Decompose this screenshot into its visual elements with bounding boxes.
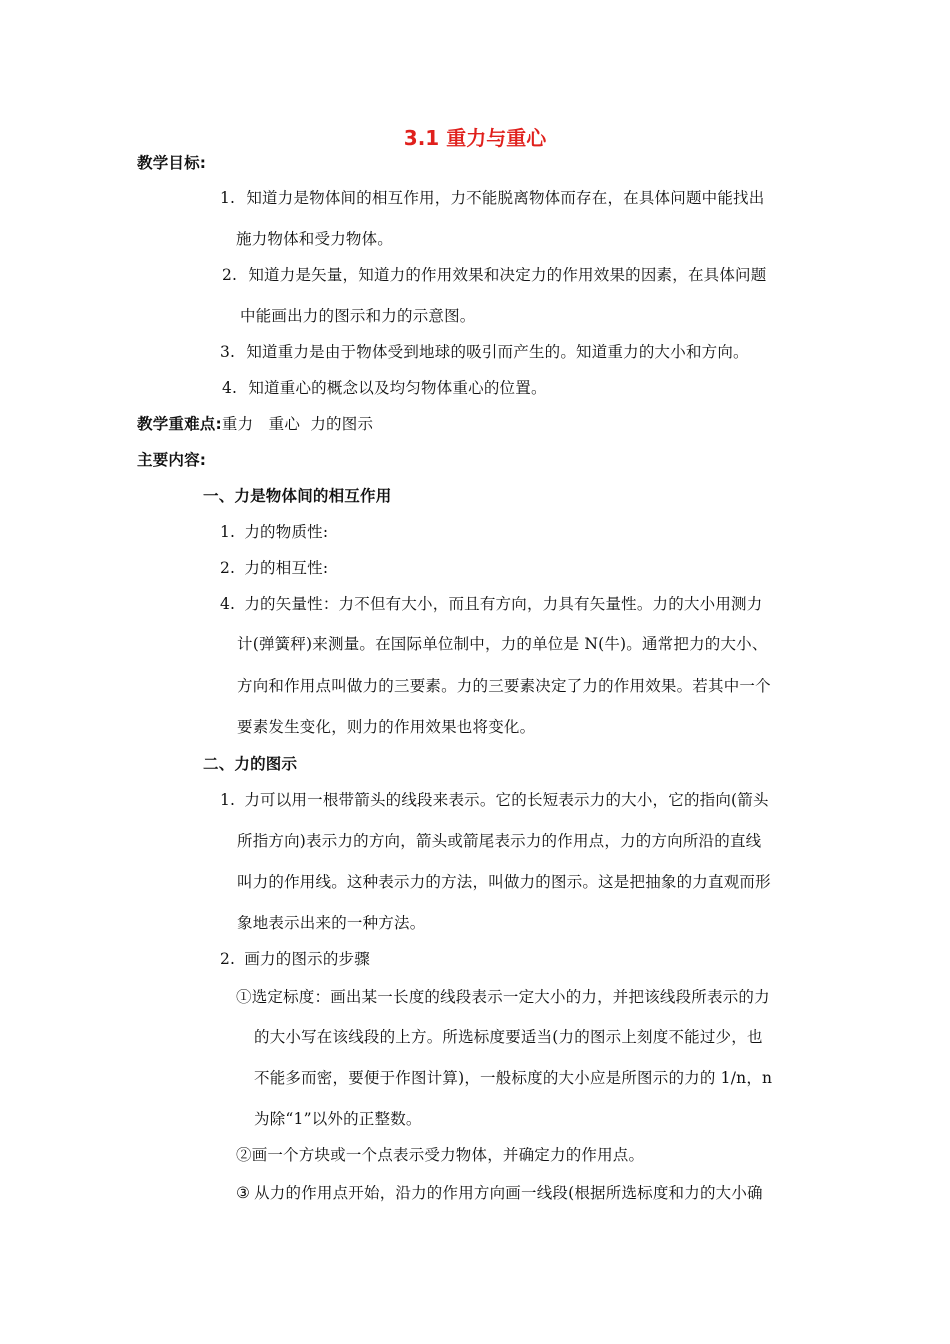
list-item [220, 522, 328, 542]
item-text: 力的矢量性：力不但有大小，而且有方向，力具有矢量性。力的大小用测力 [244, 595, 763, 613]
item-number: 4. [222, 379, 238, 397]
item-text: 知道重力是由于物体受到地球的吸引而产生的。知道重力的大小和方向。 [246, 343, 749, 361]
list-item [220, 790, 769, 810]
list-item [220, 949, 370, 969]
item-text-continued: 方向和作用点叫做力的三要素。力的三要素决定了力的作用效果。若其中一个 [237, 677, 771, 695]
item-text-continued: 施力物体和受力物体。 [236, 230, 394, 248]
item-number: 2. [220, 559, 236, 577]
item-number: 1. [220, 791, 236, 809]
step-marker: ① [236, 988, 252, 1006]
list-item [220, 594, 762, 614]
list-item [222, 265, 766, 285]
step-item [236, 1145, 644, 1165]
key-points-value: 重力 重心 力的图示 [221, 415, 374, 433]
item-text: 画力的图示的步骤 [244, 950, 370, 968]
item-text-continued: 要素发生变化，则力的作用效果也将变化。 [237, 718, 536, 736]
item-text-continued: 中能画出力的图示和力的示意图。 [240, 307, 476, 325]
item-number: 4. [220, 595, 236, 613]
list-item [220, 188, 764, 208]
section-heading: 二、力的图示 [203, 755, 298, 773]
list-item [220, 558, 328, 578]
list-item [222, 378, 547, 398]
item-text-continued: 叫力的作用线。这种表示力的方法，叫做力的图示。这是把抽象的力直观而形 [237, 873, 771, 891]
step-text-continued: 为除“1”以外的正整数。 [254, 1110, 422, 1128]
item-text: 力的相互性: [244, 559, 329, 577]
page-title: 3.1 重力与重心 [403, 126, 547, 150]
item-text: 力的物质性: [244, 523, 329, 541]
step-text: 画一个方块或一个点表示受力物体，并确定力的作用点。 [251, 1146, 645, 1164]
key-points-label: 教学重难点: [137, 415, 222, 433]
goals-heading: 教学目标: [137, 154, 207, 172]
item-number: 2. [222, 266, 238, 284]
list-item [220, 342, 749, 362]
step-text: 选定标度：画出某一长度的线段表示一定大小的力，并把该线段所表示的力 [251, 988, 770, 1006]
item-text: 知道力是物体间的相互作用，力不能脱离物体而存在，在具体问题中能找出 [246, 189, 765, 207]
item-number: 1. [220, 523, 236, 541]
item-number: 1. [220, 189, 236, 207]
step-item [236, 1183, 763, 1203]
key-points [137, 414, 373, 434]
step-marker: ② [236, 1146, 252, 1164]
step-text: 从力的作用点开始，沿力的作用方向画一线段(根据所选标度和力的大小确 [254, 1184, 763, 1202]
step-text-continued: 不能多而密，要便于作图计算)，一般标度的大小应是所图示的力的 1/n，n [254, 1069, 773, 1087]
item-text-continued: 所指方向)表示力的方向，箭头或箭尾表示力的作用点，力的方向所沿的直线 [237, 832, 762, 850]
section-heading: 一、力是物体间的相互作用 [203, 487, 392, 505]
item-number: 2. [220, 950, 236, 968]
item-text: 知道重心的概念以及均匀物体重心的位置。 [248, 379, 547, 397]
main-heading: 主要内容: [137, 451, 207, 469]
item-text-continued: 象地表示出来的一种方法。 [237, 914, 426, 932]
item-text: 力可以用一根带箭头的线段来表示。它的长短表示力的大小，它的指向(箭头 [244, 791, 769, 809]
step-item [236, 987, 770, 1007]
step-text-continued: 的大小写在该线段的上方。所选标度要适当(力的图示上刻度不能过少，也 [254, 1028, 763, 1046]
step-marker: ③ [236, 1184, 251, 1202]
item-text-continued: 计(弹簧秤)来测量。在国际单位制中，力的单位是 N(牛)。通常把力的大小、 [237, 635, 768, 653]
item-text: 知道力是矢量，知道力的作用效果和决定力的作用效果的因素，在具体问题 [248, 266, 767, 284]
item-number: 3. [220, 343, 236, 361]
